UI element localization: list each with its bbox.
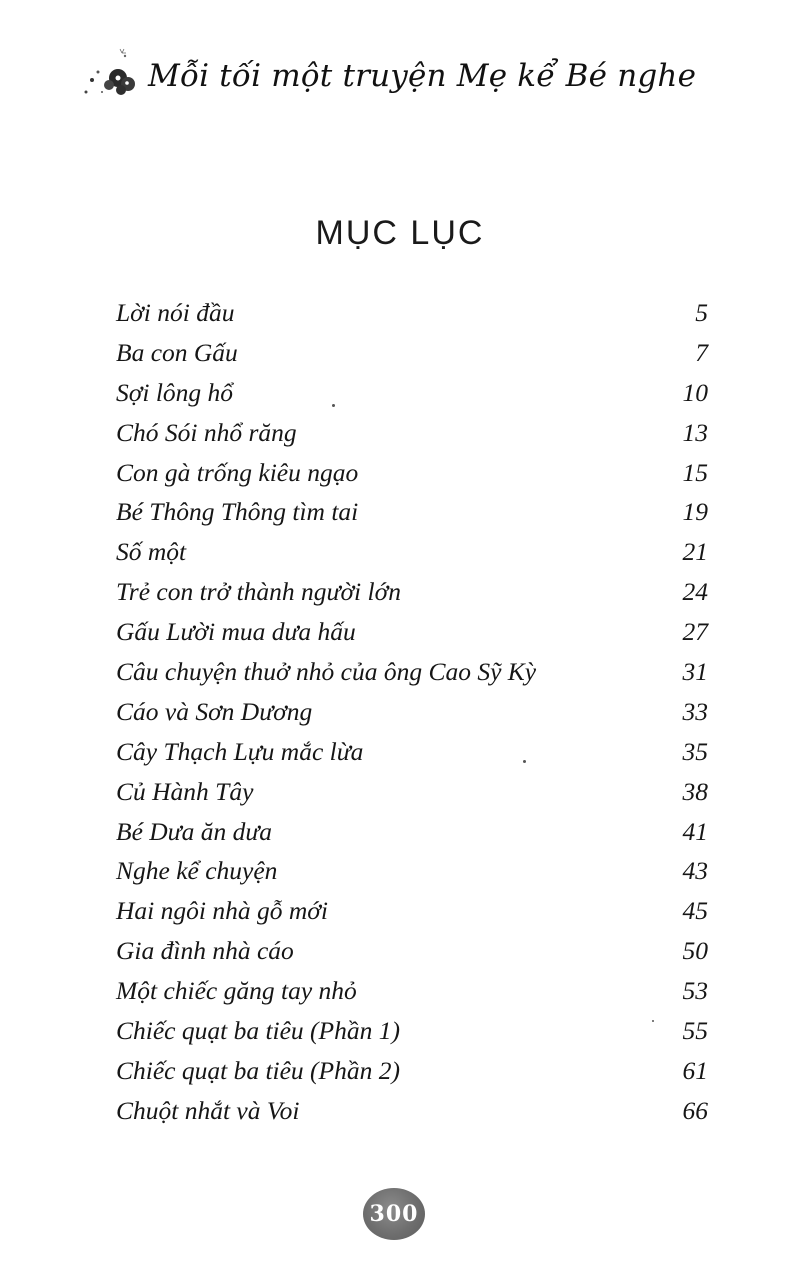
toc-entry <box>116 1091 708 1131</box>
toc-entry-title: Câu chuyện thuở nhỏ của ông Cao Sỹ Kỳ <box>116 656 537 686</box>
toc-entry-page: 43 <box>682 856 708 886</box>
toc-entry-title: Chuột nhắt và Voi <box>116 1095 300 1125</box>
toc-entry <box>116 532 708 572</box>
toc-entry <box>116 1011 708 1051</box>
toc-entry <box>116 333 708 373</box>
toc-entry-page: 5 <box>695 297 708 327</box>
page-number: 300 <box>369 1201 419 1227</box>
toc-entry-title: Lời nói đầu <box>116 297 235 327</box>
print-speck <box>652 1020 654 1022</box>
toc-entry <box>116 293 708 333</box>
toc-entry <box>116 772 708 812</box>
toc-entry-title: Bé Thông Thông tìm tai <box>116 497 359 527</box>
series-title: Mỗi tối một truyện Mẹ kể Bé nghe <box>148 58 697 94</box>
toc-entry-page: 24 <box>682 577 708 607</box>
toc-entry-title: Ba con Gấu <box>116 337 238 367</box>
toc-entry-title: Củ Hành Tây <box>116 776 254 806</box>
toc-entry-page: 55 <box>682 1015 708 1045</box>
toc-list <box>116 293 708 1131</box>
toc-entry-title: Con gà trống kiêu ngạo <box>116 457 359 487</box>
toc-entry-title: Cây Thạch Lựu mắc lừa <box>116 736 364 766</box>
toc-entry-page: 53 <box>682 976 708 1006</box>
toc-entry-page: 61 <box>682 1055 708 1085</box>
running-header <box>78 48 697 108</box>
toc-entry <box>116 453 708 493</box>
toc-entry-title: Một chiếc găng tay nhỏ <box>116 976 357 1006</box>
toc-entry-page: 41 <box>682 816 708 846</box>
toc-entry-page: 13 <box>682 417 708 447</box>
toc-entry-page: 66 <box>682 1095 708 1125</box>
toc-heading: MỤC LỤC <box>315 214 485 252</box>
toc-entry-page: 33 <box>682 696 708 726</box>
toc-entry-title: Hai ngôi nhà gỗ mới <box>116 896 328 926</box>
toc-entry <box>116 732 708 772</box>
toc-entry <box>116 572 708 612</box>
toc-entry-page: 50 <box>682 936 708 966</box>
toc-entry-title: Chó Sói nhổ răng <box>116 417 297 447</box>
toc-entry <box>116 812 708 852</box>
toc-entry <box>116 891 708 931</box>
toc-entry-title: Số một <box>116 537 187 567</box>
toc-entry-title: Chiếc quạt ba tiêu (Phần 2) <box>116 1055 400 1085</box>
toc-entry <box>116 851 708 891</box>
toc-entry <box>116 373 708 413</box>
toc-entry-page: 19 <box>682 497 708 527</box>
toc-entry-page: 27 <box>682 617 708 647</box>
flower-ornament-icon <box>78 48 148 108</box>
toc-entry-page: 35 <box>682 736 708 766</box>
toc-entry-page: 15 <box>682 457 708 487</box>
print-speck <box>523 760 526 763</box>
toc-entry <box>116 612 708 652</box>
toc-entry-title: Gấu Lười mua dưa hấu <box>116 617 356 647</box>
toc-entry <box>116 692 708 732</box>
toc-entry <box>116 1051 708 1091</box>
toc-entry <box>116 413 708 453</box>
toc-entry <box>116 931 708 971</box>
print-speck <box>332 404 335 407</box>
toc-entry <box>116 492 708 532</box>
toc-entry-page: 45 <box>682 896 708 926</box>
toc-entry-page: 7 <box>695 337 708 367</box>
toc-entry-page: 31 <box>682 656 708 686</box>
toc-entry-title: Sợi lông hổ <box>116 377 234 407</box>
toc-entry-page: 38 <box>682 776 708 806</box>
toc-entry-title: Trẻ con trở thành người lớn <box>116 577 401 607</box>
toc-entry <box>116 652 708 692</box>
toc-entry-page: 21 <box>682 537 708 567</box>
toc-entry-title: Cáo và Sơn Dương <box>116 696 313 726</box>
toc-entry-title: Nghe kể chuyện <box>116 856 278 886</box>
toc-entry-title: Bé Dưa ăn dưa <box>116 816 273 846</box>
toc-entry-title: Gia đình nhà cáo <box>116 936 294 966</box>
page-number-badge <box>363 1188 425 1240</box>
toc-entry-title: Chiếc quạt ba tiêu (Phần 1) <box>116 1015 400 1045</box>
toc-entry-page: 10 <box>682 377 708 407</box>
toc-entry <box>116 971 708 1011</box>
